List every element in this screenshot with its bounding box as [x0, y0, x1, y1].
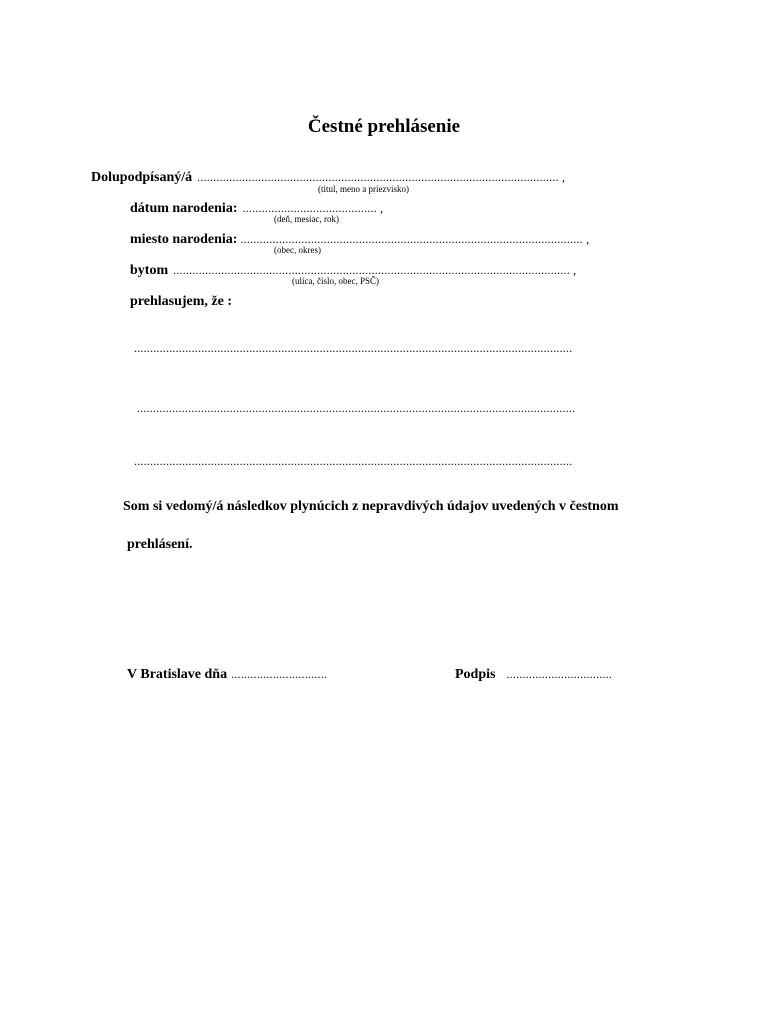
- place-date-dots[interactable]: ..............................: [231, 667, 328, 681]
- birth-place-field: [130, 232, 589, 248]
- statement-line[interactable]: .........................................................................................................................................: [134, 454, 573, 468]
- birth-date-field: [130, 201, 383, 217]
- birth-place-hint: (obec, okres): [274, 245, 321, 255]
- declaration-line-2: prehlásení.: [127, 537, 193, 552]
- declaration-line-1: Som si vedomý/á následkov plynúcich z nepravdivých údajov uvedených v čestnom: [123, 499, 619, 514]
- residence-hint: (ulica, číslo, obec, PSČ): [292, 276, 379, 286]
- statement-line[interactable]: .........................................................................................................................................: [137, 401, 576, 415]
- residence-dots[interactable]: ............................................................................................................................ ,: [173, 263, 577, 277]
- document-title: Čestné prehlásenie: [307, 116, 461, 137]
- signature-field: [455, 667, 612, 683]
- statement-line[interactable]: .........................................................................................................................................: [134, 341, 573, 355]
- signature-label: Podpis: [455, 667, 496, 682]
- birth-place-dots[interactable]: ........................................................................................................... ,: [240, 232, 590, 246]
- signature-dots[interactable]: .................................: [506, 667, 613, 681]
- declare-label: prehlasujem, že :: [130, 294, 232, 309]
- birth-date-dots[interactable]: .......................................... ,: [242, 201, 384, 215]
- place-date-field: [127, 667, 327, 683]
- name-dots[interactable]: ................................................................................................................. ,: [197, 170, 566, 184]
- place-date-label: V Bratislave dňa: [127, 667, 228, 682]
- name-label: Dolupodpísaný/á: [91, 170, 193, 185]
- birth-place-label: miesto narodenia:: [130, 232, 238, 247]
- name-hint: (titul, meno a priezvisko): [318, 184, 409, 194]
- birth-date-label: dátum narodenia:: [130, 201, 238, 216]
- residence-label: bytom: [130, 263, 169, 278]
- birth-date-hint: (deň, mesiac, rok): [274, 214, 339, 224]
